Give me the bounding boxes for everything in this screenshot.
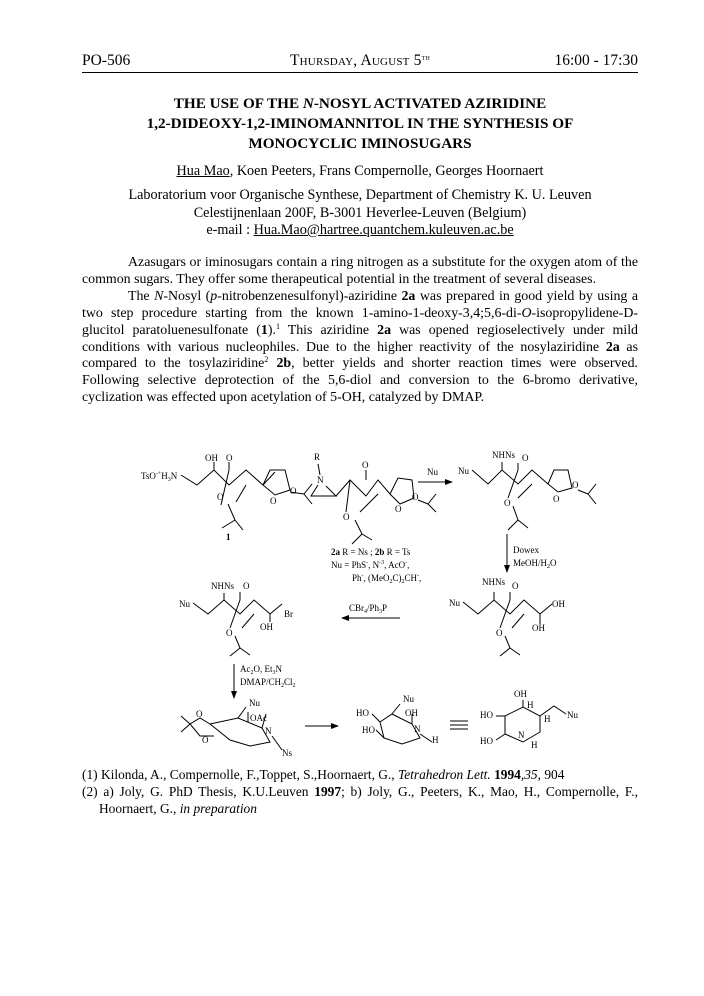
svg-text:NHNs: NHNs xyxy=(492,450,516,460)
svg-text:HO: HO xyxy=(480,736,493,746)
arrow-cbr4 xyxy=(342,603,400,618)
svg-text:N: N xyxy=(265,726,272,736)
svg-text:Nu: Nu xyxy=(403,694,414,704)
session-day: Thursday, August 5th xyxy=(289,52,431,69)
ring-opened-product xyxy=(458,450,596,530)
svg-text:O: O xyxy=(512,581,519,591)
svg-text:NHNs: NHNs xyxy=(482,577,506,587)
title-line-1: THE USE OF THE N-NOSYL ACTIVATED AZIRIDINE xyxy=(173,95,547,112)
svg-text:HO: HO xyxy=(356,708,369,718)
svg-text:O: O xyxy=(504,498,511,508)
svg-text:OH: OH xyxy=(405,708,418,718)
title-line-3: MONOCYCLIC IMINOSUGARS xyxy=(248,135,472,152)
svg-text:O: O xyxy=(217,492,224,502)
svg-text:DMAP/CH2Cl2: DMAP/$CH_2Cl_2$ xyxy=(240,677,296,689)
svg-text:H: H xyxy=(531,740,538,750)
svg-text:N: N xyxy=(317,475,324,485)
reference-2: (2) a) Joly, G. PhD Thesis, K.U.Leuven 1997; b) Joly, G., Peeters, K., Mao, H., Compernolle, F., Hoornaert, G., in preparation xyxy=(82,784,638,816)
title-line-2: 1,2-DIDEOXY-1,2-IMINOMANNITOL IN THE SYNTHESIS OF xyxy=(146,115,574,132)
presenting-author: Hua Mao xyxy=(176,163,230,179)
svg-text:Nu: Nu xyxy=(449,598,460,608)
svg-text:N: N xyxy=(518,730,525,740)
compound-1 xyxy=(141,453,312,542)
svg-text:R: R xyxy=(314,452,321,462)
svg-text:O: O xyxy=(226,628,233,638)
svg-text:O: O xyxy=(202,735,209,745)
affiliation-line-2: Celestijnenlaan 200F, B-3001 Heverlee-Leuven (Belgium) xyxy=(193,204,527,221)
svg-text:CBr4/Ph3P: $CBr_4/Ph_3P$ xyxy=(349,603,388,615)
nucleophile-list-2: Ph-, $(MeO_2C)_2CH^-$, xyxy=(352,573,422,585)
label-2a-2b: 2a R = Ns ; 2b R = Ts xyxy=(331,547,411,557)
svg-text:O: O xyxy=(362,460,369,470)
tsoh3n-label: $TsO^-+H_3N$ xyxy=(141,471,178,483)
svg-text:O: O xyxy=(343,512,350,522)
svg-text:H: H xyxy=(527,700,534,710)
svg-text:Br: Br xyxy=(284,609,293,619)
svg-text:OH: OH xyxy=(532,623,545,633)
svg-text:O: O xyxy=(290,486,297,496)
svg-text:H: H xyxy=(544,714,551,724)
nucleophile-list-1: Nu = PhS-, N-3, AcO-, xyxy=(331,560,410,570)
iminosugar-product xyxy=(356,694,439,745)
svg-text:O: O xyxy=(572,480,579,490)
svg-text:Nu: Nu xyxy=(567,710,578,720)
svg-text:HO: HO xyxy=(362,725,375,735)
svg-text:O: O xyxy=(522,453,529,463)
svg-text:O: O xyxy=(270,496,277,506)
svg-text:Dowex: Dowex xyxy=(513,545,539,555)
arrow-nucleophile xyxy=(418,467,452,482)
abstract-paragraph-1: Azasugars or iminosugars contain a ring nitrogen as a substitute for the oxygen atom of the common sugars. They offer some therapeutical potential in the treatment of several diseases. xyxy=(82,255,638,287)
iminosugar-ring-view xyxy=(480,689,578,750)
arrow-cyclization xyxy=(234,664,296,698)
session-time: 16:00 - 17:30 xyxy=(554,52,638,69)
svg-text:OH: OH xyxy=(552,599,565,609)
poster-code: PO-506 xyxy=(82,52,131,69)
diol-intermediate xyxy=(449,577,565,656)
label-1: 1 xyxy=(226,532,231,542)
svg-text:Ns: Ns xyxy=(282,748,293,758)
cyclized-piperidine xyxy=(181,698,292,758)
svg-text:Nu: Nu xyxy=(458,466,469,476)
svg-text:MeOH/H2O: MeOH/$H_2O$ xyxy=(513,558,557,570)
references xyxy=(82,766,638,817)
co-authors: , Koen Peeters, Frans Compernolle, Georges Hoornaert xyxy=(229,163,544,179)
svg-text:O: O xyxy=(553,494,560,504)
reference-1: (1) Kilonda, A., Compernolle, F.,Toppet, S.,Hoornaert, G., Tetrahedron Lett. 1994,35, 904 xyxy=(82,767,565,782)
svg-text:Ac2O, Et3N: $Ac_2O$, $Et_3N$ xyxy=(240,664,282,676)
svg-text:Nu: Nu xyxy=(249,698,260,708)
svg-text:OH: OH xyxy=(514,689,527,699)
svg-text:O: O xyxy=(496,628,503,638)
arrow-dowex xyxy=(507,534,557,572)
svg-text:Nu: Nu xyxy=(427,467,438,477)
equivalence-sign xyxy=(450,721,468,729)
svg-text:OAc: OAc xyxy=(250,713,267,723)
email-link[interactable]: Hua.Mao@hartree.quantchem.kuleuven.ac.be xyxy=(253,222,514,238)
svg-text:OH: OH xyxy=(205,453,218,463)
svg-text:O: O xyxy=(196,709,203,719)
svg-text:O: O xyxy=(243,581,250,591)
svg-text:OH: OH xyxy=(260,622,273,632)
svg-text:N: N xyxy=(414,724,421,734)
svg-text:Nu: Nu xyxy=(179,599,190,609)
aziridine-2 xyxy=(311,452,436,585)
affiliation-line-1: Laboratorium voor Organische Synthese, Department of Chemistry K. U. Leuven xyxy=(128,187,592,203)
svg-text:O: O xyxy=(226,453,233,463)
svg-text:H: H xyxy=(432,735,439,745)
svg-text:O: O xyxy=(412,492,419,502)
svg-text:HO: HO xyxy=(480,710,493,720)
svg-text:O: O xyxy=(395,504,402,514)
bromide-intermediate xyxy=(179,581,293,656)
abstract-paragraph-2: The N-Nosyl (p-nitrobenzenesulfonyl)-aziridine 2a was prepared in good yield by using a two step procedure starting from the known 1-amino-1-deoxy-3,4;5,6-di-O-isopropylidene-D-glucitol paratoluenesulfonate (1).$^1$ This aziridine 2a was opened regioselectively under mild conditions with various nucleophiles. Due to the higher reactivity of the nosylaziridine 2a as compared to the tosylaziridine$^2$ 2b, better yields and shorter reaction times were observed. Following selective deprotection of the 5,6-diol and conversion to the 6-bromo derivative, cyclization was effected upon acetylation of 5-OH, catalyzed by DMAP. xyxy=(82,288,639,406)
affiliation-email-line: e-mail : Hua.Mao@hartree.quantchem.kuleuven.ac.be xyxy=(206,222,514,238)
svg-text:NHNs: NHNs xyxy=(211,581,235,591)
